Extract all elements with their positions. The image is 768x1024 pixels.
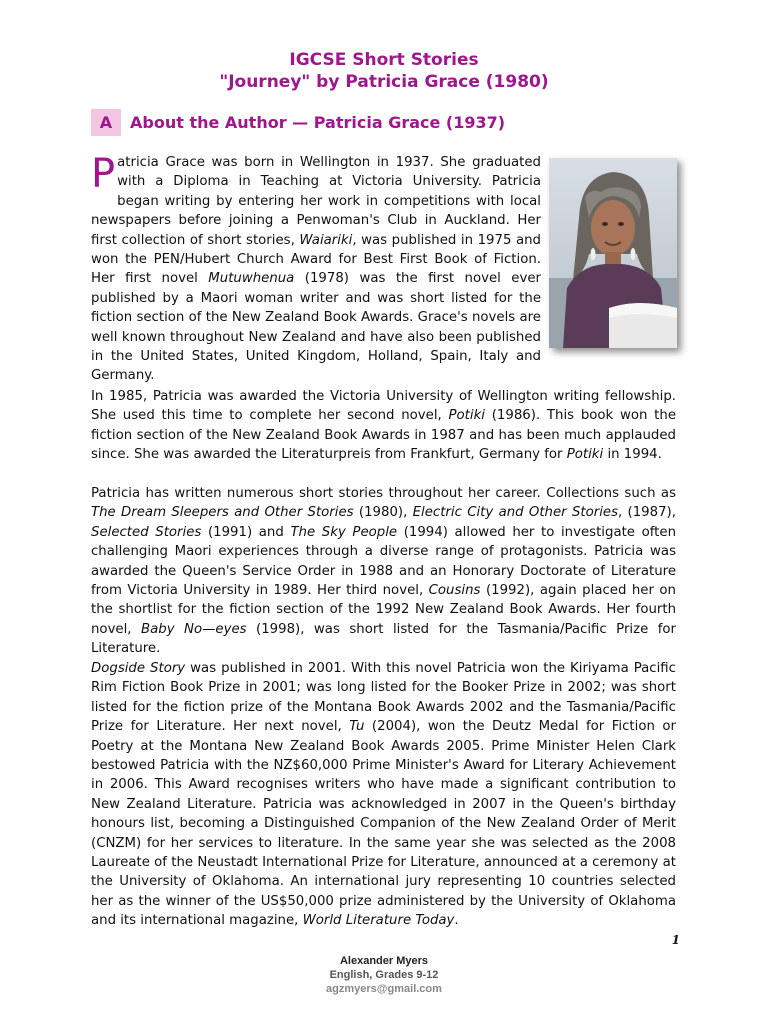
book-title: Cousins <box>428 583 481 599</box>
paragraph-later-awards: Dogside Story was published in 2001. With this novel Patricia won the Kiriyama Pacific Rim Fiction Book Prize in 2001; was long listed for the Booker Prize in 2002; was short listed for the fiction prize of the Montana Book Awards 2002 and the Tasmania/Pacific Prize for Literature. Her next novel, Tu (2004), won the Deutz Medal for Fiction or Poetry at the Montana New Zealand Book Awards 2005. Prime Minister Helen Clark bestowed Patricia with the NZ$60,000 Prime Minister's Award for Literary Achievement in 2006. This Award recognises writers who have made a significant contribution to New Zealand Literature. Patricia was acknowledged in 2007 in the Queen's birthday honours list, becoming a Distinguished Companion of the New Zealand Order of Merit (CNZM) for her services to literature. In the same year she was selected as the 2008 Laureate of the Neustadt International Prize for Literature, announced at a ceremony at the University of Oklahoma. An international jury representing 10 countries selected her as the winner of the US$50,000 prize administered by the University of Oklahoma and its international magazine, World Literature Today. <box>91 661 676 929</box>
book-title: Selected Stories <box>91 524 202 540</box>
section-letter-badge: A <box>91 109 121 136</box>
book-title: Dogside Story <box>91 661 186 676</box>
footer-email: agzmyers@gmail.com <box>326 983 442 995</box>
book-title: Waiariki <box>299 232 353 248</box>
section-title: About the Author — Patricia Grace (1937) <box>130 113 506 132</box>
paragraph-short-stories: Patricia has written numerous short stories throughout her career. Collections such as The Dream Sleepers and Other Stories (1980), Electric City and Other Stories, (1987), Selected Stories (1991) and The Sky People (1994) allowed her to investigate often challenging Maori experiences through a diverse range of protagonists. Patricia was awarded the Queen's Service Order in 1988 and an Honorary Doctorate of Literature from Victoria University in 1989. Her third novel, Cousins (1992), again placed her on the shortlist for the fiction section of the 1992 New Zealand Book Awards. Her fourth novel, Baby No—eyes (1998), was short listed for the Tasmania/Pacific Prize for Literature. <box>91 486 677 657</box>
author-photo <box>549 158 677 348</box>
paragraph-fellowship: In 1985, Patricia was awarded the Victoria University of Wellington writing fellowship. She used this time to complete her second novel, Potiki (1986). This book won the fiction section of the New Zealand Book Awards in 1987 and has been much applauded since. She was awarded the Literaturpreis from Frankfurt, Germany for Potiki in 1994. <box>91 389 677 463</box>
book-title: Baby No—eyes <box>141 621 247 637</box>
drop-cap-letter: P <box>91 151 116 197</box>
book-title: The Dream Sleepers and Other Stories <box>91 505 354 521</box>
page-subtitle: "Journey" by Patricia Grace (1980) <box>219 72 549 92</box>
book-title: Tu <box>349 719 365 735</box>
page-number: 1 <box>671 933 680 947</box>
book-title: Potiki <box>566 447 604 463</box>
footer-author-name: Alexander Myers <box>339 955 429 967</box>
magazine-title: World Literature Today <box>302 913 455 929</box>
book-title: Potiki <box>448 408 485 424</box>
book-title: The Sky People <box>290 524 398 540</box>
footer-course: English, Grades 9-12 <box>329 969 439 981</box>
section-heading <box>91 109 691 137</box>
author-portrait-photo-icon <box>549 158 677 348</box>
book-title: Mutuwhenua <box>208 271 295 287</box>
book-title: Electric City and Other Stories <box>412 505 618 521</box>
page-title: IGCSE Short Stories <box>289 50 479 70</box>
paragraph-biography-intro: Patricia Grace was born in Wellington in 1937. She graduated with a Diploma in Teaching at Victoria University. Patricia began writing by entering her work in competitions with local newspapers before joining a Penwoman's Club in Auckland. Her first collection of short stories, Waiariki, was published in 1975 and won the PEN/Hubert Church Award for Best First Book of Fiction. Her first novel Mutuwhenua (1978) was the first novel ever published by a Maori woman writer and was short listed for the fiction section of the New Zealand Book Awards. Grace's novels are well known throughout New Zealand and have also been published in the United States, United Kingdom, Holland, Spain, Italy and Germany. <box>91 151 541 384</box>
